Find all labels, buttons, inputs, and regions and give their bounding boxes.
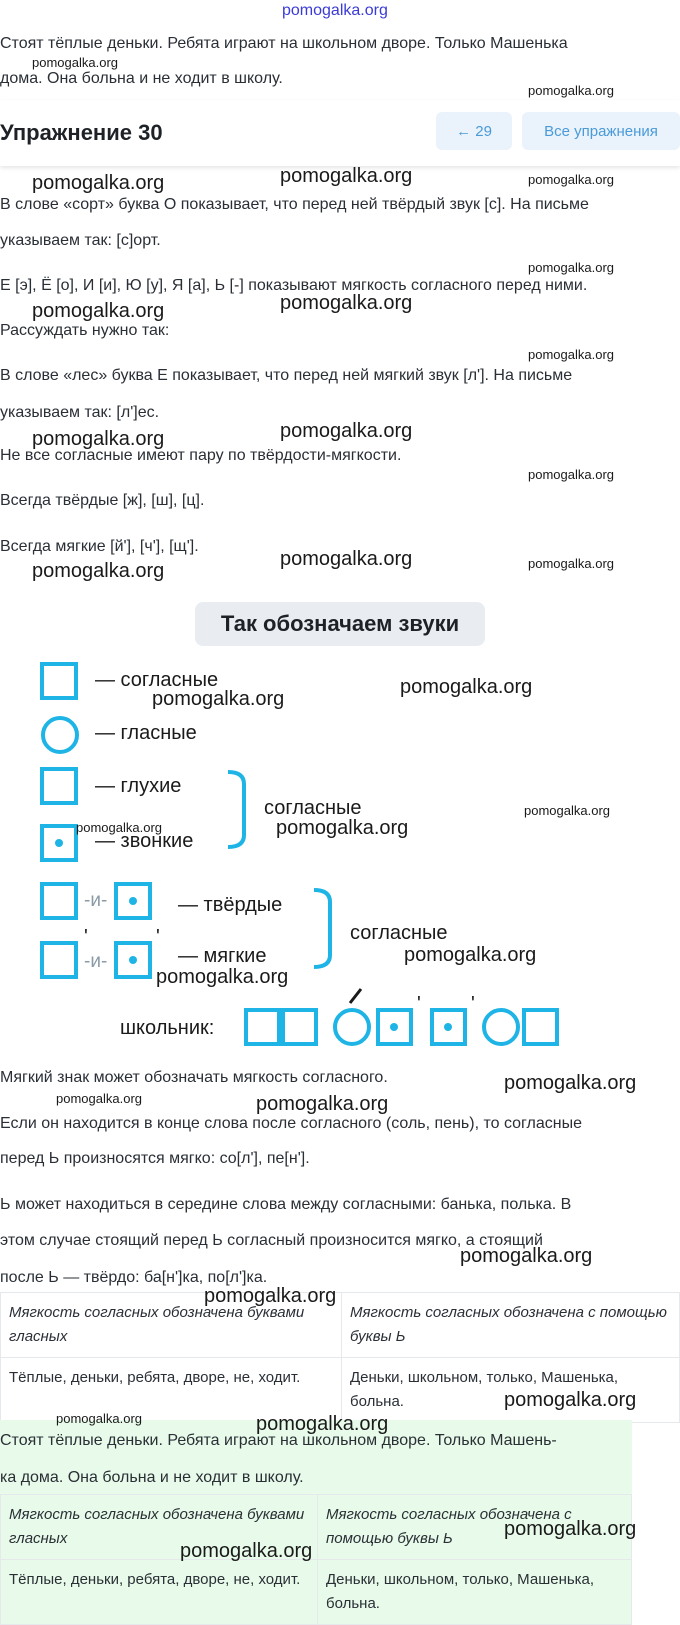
answer-line-1: Стоят тёплые деньки. Ребята играют на школьном дворе. Только Машень- — [0, 1432, 557, 1449]
i-separator-1: -и- — [84, 890, 108, 911]
watermark: pomogalka.org — [504, 1518, 637, 1540]
watermark: pomogalka.org — [528, 83, 614, 98]
brace-2 — [314, 890, 330, 967]
watermark: pomogalka.org — [280, 548, 413, 570]
legend-hard: — твёрдые — [178, 894, 283, 916]
diagram-caption: Так обозначаем звуки — [195, 602, 485, 646]
watermark: pomogalka.org — [256, 1093, 389, 1115]
watermark: pomogalka.org — [56, 1411, 142, 1426]
word-prime-2: ' — [471, 993, 475, 1015]
watermark: pomogalka.org — [528, 467, 614, 482]
theory-p3: Рассуждать нужно так: — [0, 322, 170, 339]
table2-header-col1: Мягкость согласных обозначена буквами гласных — [1, 1495, 318, 1560]
theory-p4a: В слове «лес» буква Е показывает, что перед ней мягкий звук [л']. На письме — [0, 367, 573, 384]
word-dot-1-icon — [390, 1023, 398, 1031]
brace-1 — [228, 772, 244, 847]
table2-cell-col1: Тёплые, деньки, ребята, дворе, не, ходит. — [1, 1560, 318, 1625]
intro-line-1: Стоят тёплые деньки. Ребята играют на школьном дворе. Только Машенька — [0, 35, 568, 52]
watermark: pomogalka.org — [528, 347, 614, 362]
theory-p4b: указываем так: [л']ес. — [0, 404, 160, 421]
word-sound-7-icon — [524, 1010, 557, 1044]
watermark: pomogalka.org — [76, 820, 162, 835]
exercise-title: Упражнение 30 — [0, 120, 163, 145]
legend-vowels: — гласные — [95, 722, 197, 744]
soft-sign-p1: Мягкий знак может обозначать мягкость согласного. — [0, 1069, 388, 1086]
theory-p1b: указываем так: [с]орт. — [0, 232, 161, 249]
word-dot-2-icon — [444, 1023, 452, 1031]
watermark: pomogalka.org — [32, 172, 165, 194]
soft-sign-p3: перед Ь произносятся мягко: со[л'], пе[н']. — [0, 1150, 310, 1167]
soft-sign-p6: после Ь — твёрдо: ба[н']ка, по[л']ка. — [0, 1269, 268, 1286]
word-sound-6-icon — [484, 1010, 518, 1044]
prime-mark-2: ' — [156, 926, 160, 948]
voiced-dot-icon — [55, 839, 63, 847]
group-label-consonants-2: согласные — [350, 922, 448, 944]
watermark: pomogalka.org — [404, 944, 537, 966]
watermark: pomogalka.org — [280, 165, 413, 187]
word-sound-5-icon — [432, 1010, 465, 1044]
watermark: pomogalka.org — [180, 1540, 313, 1562]
word-sound-4-icon — [378, 1010, 411, 1044]
soft-sign-p4: Ь может находиться в середине слова между согласными: банька, полька. В — [0, 1196, 572, 1213]
watermark: pomogalka.org — [204, 1285, 337, 1307]
i-separator-2: -и- — [84, 951, 108, 972]
word-prime-1: ' — [417, 993, 421, 1015]
watermark: pomogalka.org — [256, 1413, 389, 1435]
watermark: pomogalka.org — [504, 1389, 637, 1411]
watermark: pomogalka.org — [528, 172, 614, 187]
word-label: школьник: — [120, 1017, 215, 1039]
legend-soft: — мягкие — [178, 945, 267, 967]
table1-cell-col1: Тёплые, деньки, ребята, дворе, не, ходит. — [1, 1358, 342, 1423]
legend-consonants: — согласные — [95, 669, 219, 691]
watermark: pomogalka.org — [280, 420, 413, 442]
table2-header-col2: Мягкость согласных обозначена с помощью буквы Ь — [318, 1495, 632, 1560]
theory-p6: Всегда твёрдые [ж], [ш], [ц]. — [0, 492, 205, 509]
watermark: pomogalka.org — [528, 260, 614, 275]
answer-line-2: ка дома. Она больна и не ходит в школу. — [0, 1469, 304, 1486]
voiced-square-icon — [42, 826, 76, 860]
watermark: pomogalka.org — [32, 300, 165, 322]
hard-square-2-icon — [116, 884, 150, 918]
hard-square-1-icon — [42, 884, 76, 918]
watermark: pomogalka.org — [32, 560, 165, 582]
word-sound-2-icon — [283, 1010, 316, 1044]
watermark: pomogalka.org — [276, 817, 409, 839]
soft-square-1-icon — [42, 943, 76, 977]
watermark: pomogalka.org — [504, 1072, 637, 1094]
softness-table-2 — [0, 1494, 632, 1625]
soft-sign-p5: этом случае стоящий перед Ь согласный произносится мягко, а стоящий — [0, 1232, 543, 1249]
word-sound-1-icon — [246, 1010, 279, 1044]
top-site-link[interactable]: pomogalka.org — [282, 2, 388, 19]
consonant-square-icon — [42, 664, 76, 698]
table1-cell-col2: Деньки, школьном, только, Машенька, больна. — [342, 1358, 680, 1423]
watermark: pomogalka.org — [156, 966, 289, 988]
theory-p2: Е [э], Ё [о], И [и], Ю [у], Я [а], Ь [-] показывают мягкость согласного перед ними. — [0, 277, 588, 294]
prime-mark-1: ' — [84, 926, 88, 948]
soft-dot-icon — [129, 956, 137, 964]
all-exercises-button[interactable]: Все упражнения — [522, 112, 680, 150]
soft-square-2-icon — [116, 943, 150, 977]
watermark: pomogalka.org — [400, 676, 533, 698]
watermark: pomogalka.org — [32, 428, 165, 450]
watermark: pomogalka.org — [528, 556, 614, 571]
hard-dot-icon — [129, 897, 137, 905]
theory-p7: Всегда мягкие [й'], [ч'], [щ']. — [0, 538, 199, 555]
table1-header-col2: Мягкость согласных обозначена с помощью буквы Ь — [342, 1293, 680, 1358]
voiceless-square-icon — [42, 769, 76, 803]
watermark: pomogalka.org — [32, 55, 118, 70]
stress-mark-icon — [350, 989, 361, 1003]
vowel-circle-icon — [43, 718, 77, 752]
watermark: pomogalka.org — [524, 803, 610, 818]
prev-exercise-button[interactable]: ← 29 — [436, 112, 512, 150]
legend-voiceless: — глухие — [95, 775, 182, 797]
table2-cell-col2: Деньки, школьном, только, Машенька, больна. — [318, 1560, 632, 1625]
theory-p1a: В слове «сорт» буква О показывает, что перед ней твёрдый звук [с]. На письме — [0, 196, 589, 213]
theory-p5: Не все согласные имеют пару по твёрдости-мягкости. — [0, 447, 402, 464]
watermark: pomogalka.org — [152, 688, 285, 710]
group-label-consonants-1: согласные — [264, 797, 362, 819]
watermark: pomogalka.org — [56, 1091, 142, 1106]
soft-sign-p2: Если он находится в конце слова после согласного (соль, пень), то согласные — [0, 1115, 582, 1132]
word-sound-3-icon — [335, 1010, 369, 1044]
intro-line-2: дома. Она больна и не ходит в школу. — [0, 70, 283, 87]
legend-voiced: — звонкие — [95, 830, 194, 852]
table1-header-col1: Мягкость согласных обозначена буквами гласных — [1, 1293, 342, 1358]
watermark: pomogalka.org — [460, 1245, 593, 1267]
watermark: pomogalka.org — [280, 292, 413, 314]
